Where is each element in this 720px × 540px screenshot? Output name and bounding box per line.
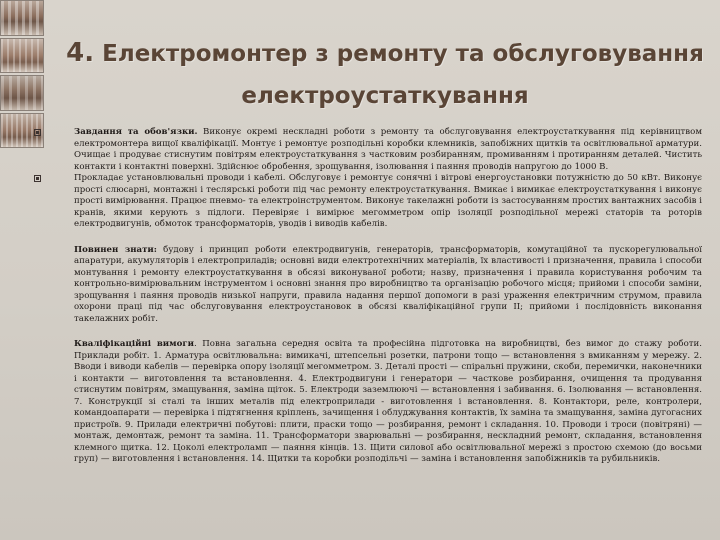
knowledge-heading: Повинен знати: <box>74 244 157 255</box>
bullet-item-cabling <box>34 173 702 231</box>
slide-content <box>34 127 702 466</box>
square-bullet-icon <box>34 175 41 182</box>
bullet-paragraph <box>74 127 702 173</box>
duties-heading: Завдання та обов'язки. <box>74 127 198 137</box>
qualification-heading: Кваліфікаційні вимоги <box>74 339 194 349</box>
building-photo <box>0 0 44 36</box>
photo-strip <box>0 0 44 148</box>
title-text: Електромонтер з ремонту та обслуговування електроустаткування <box>102 41 704 109</box>
square-bullet-icon <box>34 129 41 136</box>
qualification-text: . Повна загальна середня освіта та професійна підготовка на виробництві, без вимог до стажу роботи. Приклади робіт. 1. Арматура освітлювальна: вимикачі, штепсельні розетки, патрони тощо — встановлення з вмиканням у мережу. 2. Вводи і виводи кабелів — перевірка опору ізоляції мегомметром. 3. Деталі прості — спіральні пружини, скоби, перемички, наконечники і контакти — виготовлення та встановлення. 4. Електродвигуни і генератори — часткове розбирання, очищення та продування стиснутим повітрям, змащування, заміна щіток. 5. Електроди заземлюючі — встановлення і забивання. 6. Ізолювання — встановлення. 7. Конструкції зі сталі та інших металів під електроприлади - виготовлення і встановлення. 8. Контактори, реле, контролери, командоапарати — перевірка і підтягнення кріплень, зачищення і облуджування контактів, їх заміна та змащування, заміна дугогасних пристроїв. 9. Прилади електричні побутові: плити, праски тощо — розбирання, ремонт і складання. 10. Проводи і троси (повітряні) — монтаж, демонтаж, ремонт та заміна. 11. Трансформатори зварювальні — розбирання, нескладний ремонт, складання, встановлення клемного щитка. 12. Цоколі електроламп — паяння кінців. 13. Щити силової або освітлювальної мережі з простою схемою (до восьми груп) — виготовлення і встановлення. 14. Щитки та коробки розподільчі — заміна і встановлення запобіжників та рубильників. <box>74 339 702 464</box>
spacer <box>34 231 702 245</box>
cabling-text: Прокладає установлювальні проводи і кабелі. Обслуговує і ремонтує сонячні і вітрові енергоустановки потужністю до 50 кВт. Виконує прості слюсарні, монтажні і теслярські роботи під час ремонту електроустаткування. Вмикає і вимикає електроустаткування і виконує прості вимірювання. Працює пневмо- та електроінструментом. Виконує такелажні роботи із застосуванням простих вантажних засобів і кранів, якими керують з підлоги. Перевіряє і вимірює мегомметром опір ізоляції розподільної мережі статорів та роторів електродвигунів, обмоток трансформаторів, уводів і виводів кабелів. <box>74 173 702 229</box>
knowledge-paragraph <box>34 245 702 326</box>
duties-text: Виконує окремі нескладні роботи з ремонту та обслуговування електроустаткування під керівництвом електромонтера вищої кваліфікації. Монтує і ремонтує розподільні коробки клемників, запобіжних щитків та освітлювальної арматури. Очищає і продуває стиснутим повітрям електроустаткування з частковим розбиранням, промиванням і протиранням деталей. Чистить контакти і контактні поверхні. Здійснює обробення, зрощування, ізолювання і паяння проводів напругою до 1000 В. <box>74 127 703 172</box>
knowledge-text: будову і принцип роботи електродвигунів, генераторів, трансформаторів, комутаційної та пускорегулювальної апаратури, акумуляторів і електроприладів; основні види електротехнічних матеріалів, їх властивості і призначення, правила і способи монтування і ремонту електроустаткування в обсязі виконуваної роботи; назву, призначення і правила користування робочим та контрольно-вимірювальним інструментом і основні знання про виробництво та організацію робочого місця; прийоми і способи заміни, зрощування і паяння проводів низької напруги, правила надання першої допомоги в разі ураження електричним струмом, правила охорони праці під час обслуговування електроустановок в обсязі кваліфікаційної групи II; прийоми і послідовність виконання такелажних робіт. <box>74 244 702 324</box>
building-photo <box>0 38 44 74</box>
title-number: 4. <box>66 38 95 68</box>
qualification-paragraph <box>34 339 702 466</box>
spacer <box>34 325 702 339</box>
building-photo <box>0 75 44 111</box>
bullet-paragraph <box>74 173 702 231</box>
slide-title <box>60 32 710 117</box>
bullet-item-duties <box>34 127 702 173</box>
